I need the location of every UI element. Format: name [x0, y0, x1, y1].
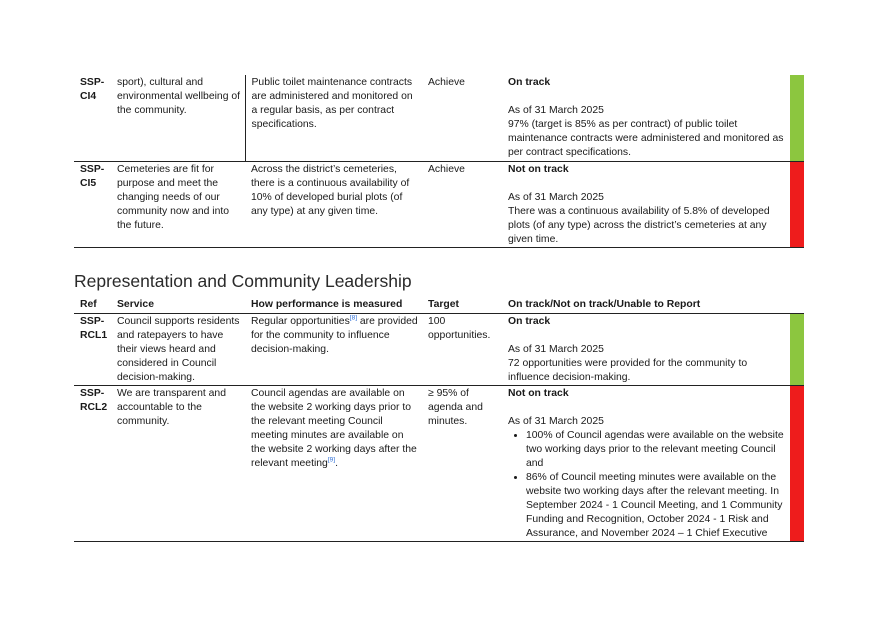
header-service: Service: [111, 298, 245, 314]
row-status-cell: [502, 386, 790, 542]
header-ref: Ref: [74, 298, 111, 314]
status-date: As of 31 March 2025: [508, 344, 604, 355]
measure-text: Council agendas are available on the website 2 working days prior to the relevant meeting Council meeting minutes are available on the website 2 working days after the relevant meeting: [251, 388, 417, 469]
status-detail: There was a continuous availability of 5.8% of developed plots (of any type) across the district’s cemeteries at any given time.: [508, 205, 770, 245]
header-status: On track/Not on track/Unable to Report: [502, 298, 804, 314]
status-date: As of 31 March 2025: [508, 416, 604, 427]
status-detail: 97% (target is 85% as per contract) of public toilet maintenance contracts were administered and monitored as per contract specifications.: [508, 119, 784, 158]
status-indicator-green: [790, 75, 804, 161]
row-service: sport), cultural and environmental wellbeing of the community.: [111, 75, 245, 161]
footnote-link[interactable]: [8]: [349, 314, 358, 322]
list-item: • 100% of Council agendas were available on the website two working days prior to the relevant meeting Council and: [526, 429, 786, 471]
row-measure: [245, 386, 422, 542]
status-bullet-list: [508, 429, 786, 541]
row-status-cell: [502, 314, 790, 386]
row-target: Achieve: [422, 161, 502, 247]
list-item: • 86% of Council meeting minutes were available on the website two working days after the relevant meeting. In September 2024 - 1 Council Meeting, and 1 Community Funding and Recognition, October 2024 - 1 Risk and Assurance, and November 2024 – 1 Chief Executive: [526, 471, 786, 541]
row-measure: Across the district’s cemeteries, there is a continuous availability of 10% of developed burial plots (of any type) at any given time.: [245, 161, 422, 247]
footnote-link[interactable]: [9]: [327, 456, 336, 464]
table-row: [74, 75, 804, 161]
row-status-cell: [502, 75, 790, 161]
representation-leadership-table: [74, 298, 804, 542]
header-measure: How performance is measured: [245, 298, 422, 314]
status-label: Not on track: [508, 163, 569, 175]
status-label: Not on track: [508, 388, 569, 399]
row-target: Achieve: [422, 75, 502, 161]
row-ref: SSP-CI5: [74, 161, 111, 247]
status-indicator-red: [790, 161, 804, 247]
measure-text: Regular opportunities: [251, 316, 350, 327]
table-row: [74, 314, 804, 386]
header-target: Target: [422, 298, 502, 314]
status-detail: 72 opportunities were provided for the community to influence decision-making.: [508, 358, 748, 383]
status-label: On track: [508, 77, 551, 88]
status-indicator-red: [790, 386, 804, 542]
status-date: As of 31 March 2025: [508, 105, 604, 116]
table-header-row: [74, 298, 804, 314]
row-target: 100 opportunities.: [422, 314, 502, 386]
row-service: We are transparent and accountable to the community.: [111, 386, 245, 542]
row-service: Cemeteries are fit for purpose and meet the changing needs of our community now and into the future.: [111, 161, 245, 247]
row-measure: [245, 314, 422, 386]
section-title: Representation and Community Leadership: [74, 271, 412, 291]
measure-text-end: are provided for the community to influence decision-making.: [251, 316, 418, 355]
status-indicator-green: [790, 314, 804, 386]
row-measure: Public toilet maintenance contracts are administered and monitored on a regular basis, as per contract specifications.: [245, 75, 422, 161]
row-ref: SSP-CI4: [74, 75, 111, 161]
row-service: Council supports residents and ratepayers to have their views heard and considered in Council decision-making.: [111, 314, 245, 386]
row-status-cell: [502, 161, 790, 247]
row-target: ≥ 95% of agenda and minutes.: [422, 386, 502, 542]
row-ref: SSP-RCL2: [74, 386, 111, 542]
row-ref: SSP-RCL1: [74, 314, 111, 386]
table-row: [74, 386, 804, 542]
status-label: On track: [508, 316, 551, 327]
table-row: [74, 161, 804, 247]
community-infrastructure-table: [74, 75, 804, 248]
measure-text-end: .: [335, 458, 338, 469]
status-date: As of 31 March 2025: [508, 191, 604, 203]
